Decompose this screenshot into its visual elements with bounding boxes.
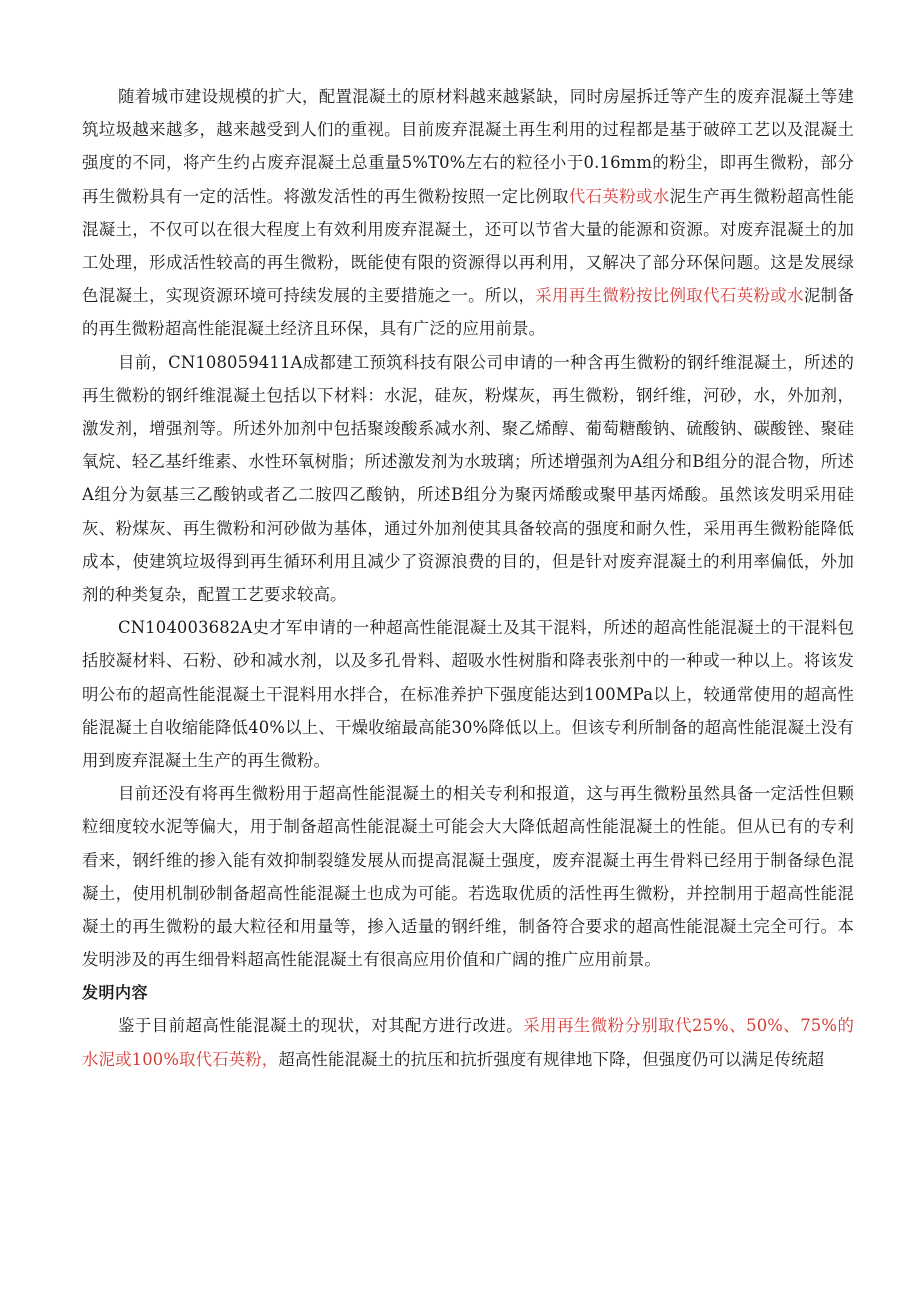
paragraph-5-text: 鉴于目前超高性能混凝土的现状，对其配方进行改进。 <box>118 1016 524 1036</box>
paragraph-1-highlight-2: 采用再生微粉按比例取代石英粉或水 <box>535 286 804 306</box>
paragraph-1-highlight-1: 代石英粉或水 <box>568 186 670 206</box>
paragraph-5-text-2: 超高性能混凝土的抗压和抗折强度有规律地下降，但强度仍可以满足传统超 <box>278 1049 825 1069</box>
paragraph-1-text-2: 泥生产再生微粉超高性能混凝土，不仅可以在很大程度上有效利用废弃混凝土，还可以节省大量的能源和资源。对废弃混凝土的加工处理，形成活性较高的再生微粉，既能使有限的资源得以再利用，又解决了部分环保问题。这是发展绿色混凝土，实现资源环境可持续发展的主要措施之一。所以， <box>82 186 854 306</box>
section-heading: 发明内容 <box>82 983 149 1003</box>
paragraph-3 <box>82 611 854 777</box>
paragraph-4-text: 目前还没有将再生微粉用于超高性能混凝土的相关专利和报道，这与再生微粉虽然具备一定活性但颗粒细度较水泥等偏大，用于制备超高性能混凝土可能会大大降低超高性能混凝土的性能。但从已有的专利看来，钢纤维的掺入能有效抑制裂缝发展从而提高混凝土强度，废弃混凝土再生骨料已经用于制备绿色混凝土，使用机制砂制备超高性能混凝土也成为可能。若选取优质的活性再生微粉，并控制用于超高性能混凝土的再生微粉的最大粒径和用量等，掺入适量的钢纤维，制备符合要求的超高性能混凝土完全可行。本发明涉及的再生细骨料超高性能混凝土有很高应用价值和广阔的推广应用前景。 <box>82 784 854 970</box>
paragraph-2 <box>82 346 854 612</box>
paragraph-5-highlight: 采用再生微粉分别取代25%、50%、75%的水泥或100%取代石英粉， <box>82 1016 854 1069</box>
paragraph-3-text: CN104003682A史才军申请的一种超高性能混凝土及其干混料，所述的超高性能混凝土的干混料包括胶凝材料、石粉、砂和减水剂，以及多孔骨料、超吸水性树脂和降表张剂中的一种或一种以上。将该发明公布的超高性能混凝土干混料用水拌合，在标准养护下强度能达到100MPa以上，较通常使用的超高性能混凝土自收缩能降低40%以上、干燥收缩最高能30%降低以上。但该专利所制备的超高性能混凝土没有用到废弃混凝土生产的再生微粉。 <box>82 618 854 771</box>
paragraph-1-text-3: 泥制备的再生微粉超高性能混凝土经济且环保，具有广泛的应用前景。 <box>82 286 854 339</box>
paragraph-5 <box>82 1009 854 1075</box>
document-page <box>82 80 854 1076</box>
paragraph-1 <box>82 80 854 346</box>
paragraph-4 <box>82 777 854 976</box>
paragraph-1-text: 随着城市建设规模的扩大，配置混凝土的原材料越来越紧缺，同时房屋拆迁等产生的废弃混凝土等建筑垃圾越来越多，越来越受到人们的重视。目前废弃混凝土再生利用的过程都是基于破碎工艺以及混凝土强度的不同，将产生约占废弃混凝土总重量5%T0%左右的粒径小于0.16mm的粉尘，即再生微粉，部分再生微粉具有一定的活性。将激发活性的再生微粉按照一定比例取 <box>82 87 854 206</box>
paragraph-2-text: 目前，CN108059411A成都建工预筑科技有限公司申请的一种含再生微粉的钢纤维混凝土，所述的再生微粉的钢纤维混凝土包括以下材料：水泥，硅灰，粉煤灰，再生微粉，钢纤维，河砂，水，外加剂，激发剂，增强剂等。所述外加剂中包括聚竣酸系减水剂、聚乙烯醇、葡萄糖酸钠、硫酸钠、碳酸锉、聚硅氧烷、轻乙基纤维素、水性环氧树脂；所述激发剂为水玻璃；所述增强剂为A组分和B组分的混合物，所述A组分为氨基三乙酸钠或者乙二胺四乙酸钠，所述B组分为聚丙烯酸或聚甲基丙烯酸。虽然该发明采用硅灰、粉煤灰、再生微粉和河砂做为基体，通过外加剂使其具备较高的强度和耐久性，采用再生微粉能降低成本，使建筑垃圾得到再生循环利用且减少了资源浪费的目的，但是针对废弃混凝土的利用率偏低，外加剂的种类复杂，配置工艺要求较高。 <box>82 352 854 605</box>
